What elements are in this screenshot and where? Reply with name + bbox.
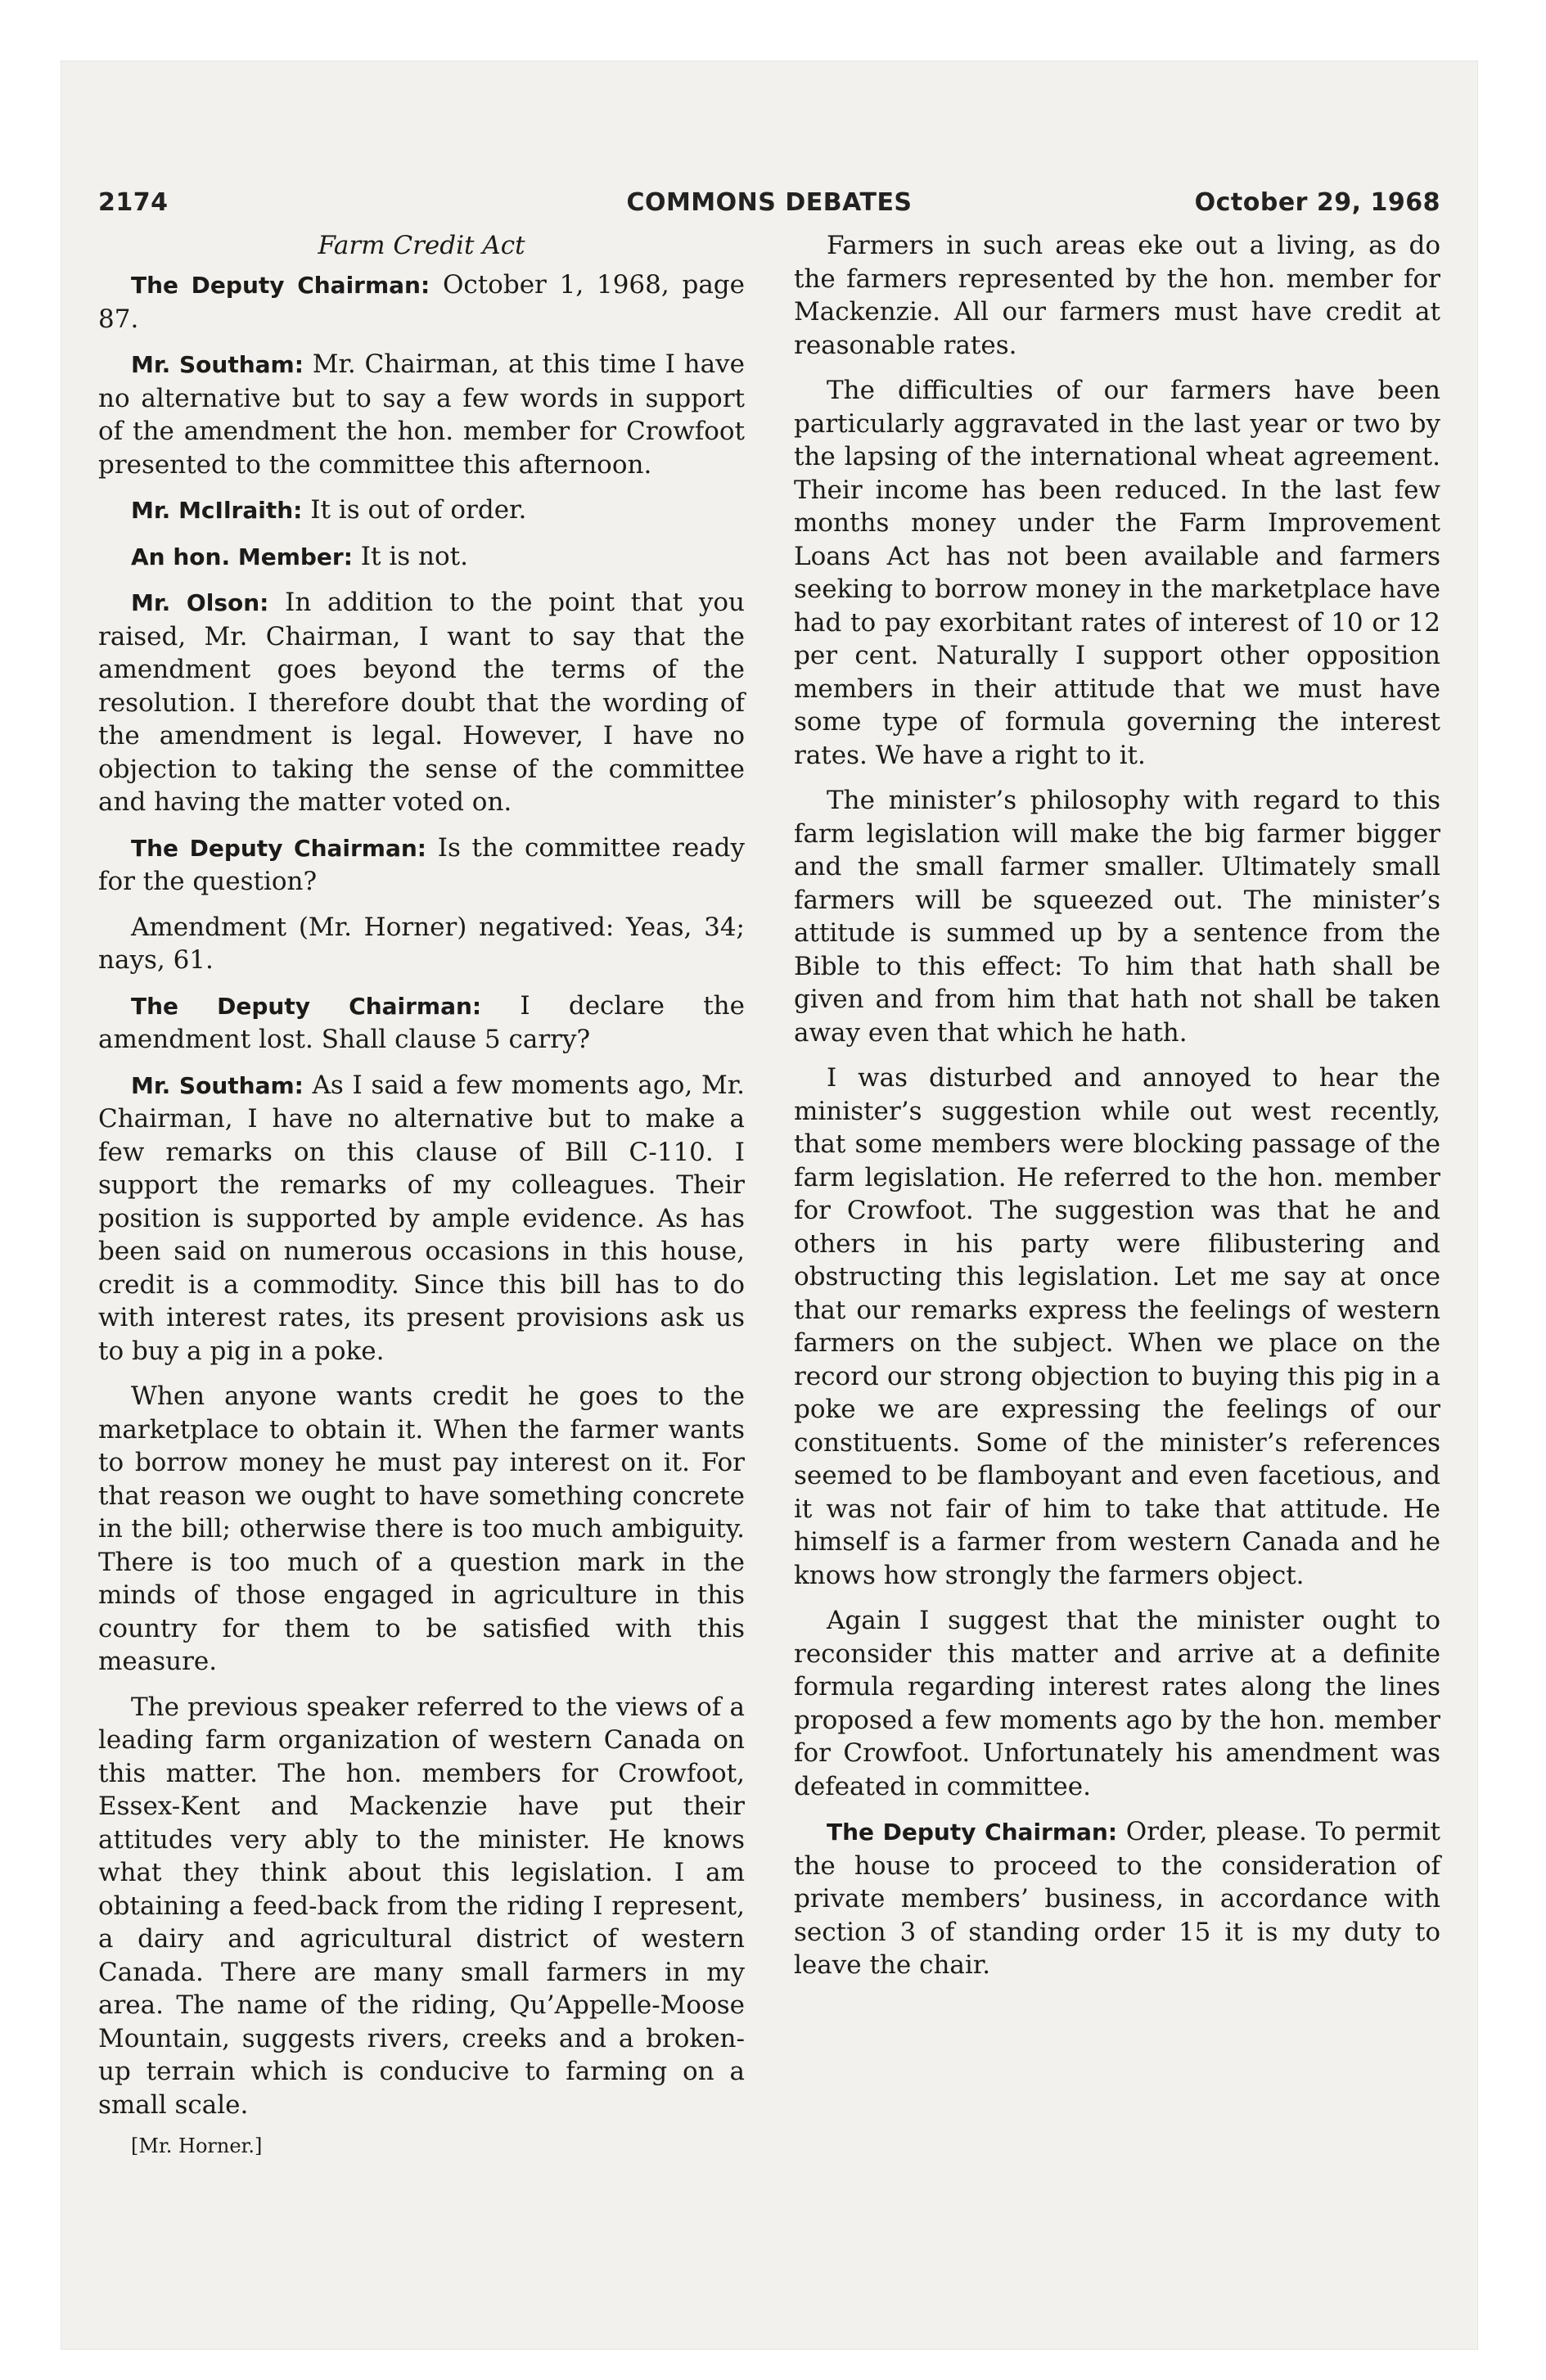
- page-number: 2174: [98, 188, 169, 217]
- body-paragraph: [794, 1604, 1440, 1803]
- speaker-paragraph: [98, 540, 745, 575]
- speaker-paragraph: [98, 832, 745, 899]
- speaker-paragraph: [98, 348, 745, 481]
- speaker-paragraph: [98, 989, 745, 1057]
- paragraph-text: The minister’s philosophy with regard to this farm legislation will make the big farmer bigger and the small farmer smaller. Ultimately small farmers will be squeezed out. The minister’s attitude is summed up by a sentence from the Bible to this effect: To him that hath shall be given and from him that hath not shall be taken away even that which he hath.: [794, 786, 1440, 1048]
- section-title: Farm Credit Act: [318, 231, 525, 260]
- paragraph-text: The difficulties of our farmers have been particularly aggravated in the last year or two by the lapsing of the international wheat agreement. Their income has been reduced. In the last few months money under the Farm Improvement Loans Act has not been available and farmers seeking to borrow money in the marketplace have had to pay exorbitant rates of interest of 10 or 12 per cent. Naturally I support other opposition members in their attitude that we must have some type of formula governing the interest rates. We have a right to it.: [794, 376, 1440, 770]
- speaker-name: The Deputy Chairman:: [131, 272, 430, 299]
- speaker-paragraph: [98, 494, 745, 528]
- speaker-paragraph: [794, 1815, 1440, 1982]
- paragraph-text: Mr. Chairman, at this time I have no alternative but to say a few words in support of the amendment the hon. member for Crowfoot presented to the committee this afternoon.: [98, 349, 745, 480]
- body-paragraph: [98, 1380, 745, 1679]
- two-column-body: [98, 229, 1440, 2158]
- paragraph-text: Again I suggest that the minister ought to reconsider this matter and arrive at a definite formula regarding interest rates along the lines proposed a few moments ago by the hon. member for Crowfoot. Unfortunately his amendment was defeated in committee.: [794, 1606, 1440, 1801]
- body-paragraph: [794, 784, 1440, 1049]
- speaker-paragraph: [98, 586, 745, 819]
- speaker-name: Mr. McIlraith:: [131, 497, 303, 524]
- paragraph-text: It is not.: [360, 541, 468, 571]
- paragraph-text: As I said a few moments ago, Mr. Chairman, I have no alternative but to make a few remarks on this clause of Bill C-110. I support the remarks of my colleagues. Their position is supported by ample evidence. As has been said on numerous occasions in this house, credit is a commodity. Since this bill has to do with interest rates, its present provisions ask us to buy a pig in a poke.: [98, 1070, 745, 1366]
- running-header: [98, 188, 1440, 229]
- right-column: [794, 229, 1440, 2158]
- paragraph-text: Is the committee ready for the question?: [98, 832, 746, 896]
- body-paragraph: [98, 911, 745, 977]
- paragraph-text: In addition to the point that you raised, Mr. Chairman, I want to say that the amendment goes beyond the terms of the resolution. I therefore doubt that the wording of the amendment is legal. However, I have no objection to taking the sense of the committee and having the matter voted on.: [98, 588, 745, 817]
- paragraph-text: October 1, 1968, page 87.: [98, 270, 745, 334]
- paragraph-text: Order, please. To permit the house to proceed to the consideration of private members’ business, in accordance with section 3 of standing order 15 it is my duty to leave the chair.: [794, 1817, 1440, 1980]
- publication-title: COMMONS DEBATES: [626, 188, 913, 217]
- hansard-page: [98, 188, 1440, 2158]
- paragraph-text: The previous speaker referred to the views of a leading farm organization of western Canada on this matter. The hon. members for Crowfoot, Essex-Kent and Mackenzie have put their attitudes very ably to the minister. He knows what they think about this legislation. I am obtaining a feed-back from the riding I represent, a dairy and agricultural district of western Canada. There are many small farmers in my area. The name of the riding, Qu’Appelle-Moose Mountain, suggests rivers, creeks and a broken-up terrain which is conducive to farming on a small scale.: [98, 1692, 745, 2120]
- paragraph-text: It is out of order.: [310, 495, 527, 525]
- speaker-name: The Deputy Chairman:: [827, 1819, 1118, 1846]
- speaker-name: An hon. Member:: [131, 543, 353, 570]
- speaker-name: Mr. Southam:: [131, 351, 304, 378]
- speaker-paragraph: [98, 1069, 745, 1368]
- speaker-paragraph: [98, 268, 745, 336]
- header-date: October 29, 1968: [1194, 188, 1440, 217]
- body-paragraph: [794, 1062, 1440, 1592]
- paragraph-text: Amendment (Mr. Horner) negatived: Yeas, 34; nays, 61.: [98, 912, 745, 975]
- paragraph-text: I was disturbed and annoyed to hear the minister’s suggestion while out west recently, that some members were blocking passage of the farm legislation. He referred to the hon. member for Crowfoot. The suggestion was that he and others in his party were filibustering and obstructing this legislation. Let me say at once that our remarks express the feelings of western farmers on the subject. When we place on the record our strong objection to buying this pig in a poke we are expressing the feelings of our constituents. Some of the minister’s references seemed to be flamboyant and even facetious, and it was not fair of him to take that attitude. He himself is a farmer from western Canada and he knows how strongly the farmers object.: [794, 1063, 1440, 1590]
- body-paragraph: [794, 229, 1440, 362]
- speaker-footnote: [Mr. Horner.]: [131, 2134, 263, 2157]
- paragraph-text: When anyone wants credit he goes to the marketplace to obtain it. When the farmer wants to borrow money he must pay interest on it. For that reason we ought to have something concrete in the bill; otherwise there is too much ambiguity. There is too much of a question mark in the minds of those engaged in agriculture in this country for them to be satisfied with this measure.: [98, 1382, 745, 1676]
- speaker-name: The Deputy Chairman:: [131, 834, 427, 862]
- speaker-name: Mr. Southam:: [131, 1071, 304, 1099]
- body-paragraph: [794, 374, 1440, 772]
- left-column: [98, 229, 745, 2158]
- paragraph-text: Farmers in such areas eke out a living, as do the farmers represented by the hon. member for Mackenzie. All our farmers must have credit at reasonable rates.: [794, 231, 1440, 360]
- speaker-name: The Deputy Chairman:: [131, 992, 482, 1020]
- speaker-name: Mr. Olson:: [131, 589, 269, 616]
- body-paragraph: [98, 1691, 745, 2122]
- paragraph-text: I declare the amendment lost. Shall clause 5 carry?: [98, 990, 745, 1054]
